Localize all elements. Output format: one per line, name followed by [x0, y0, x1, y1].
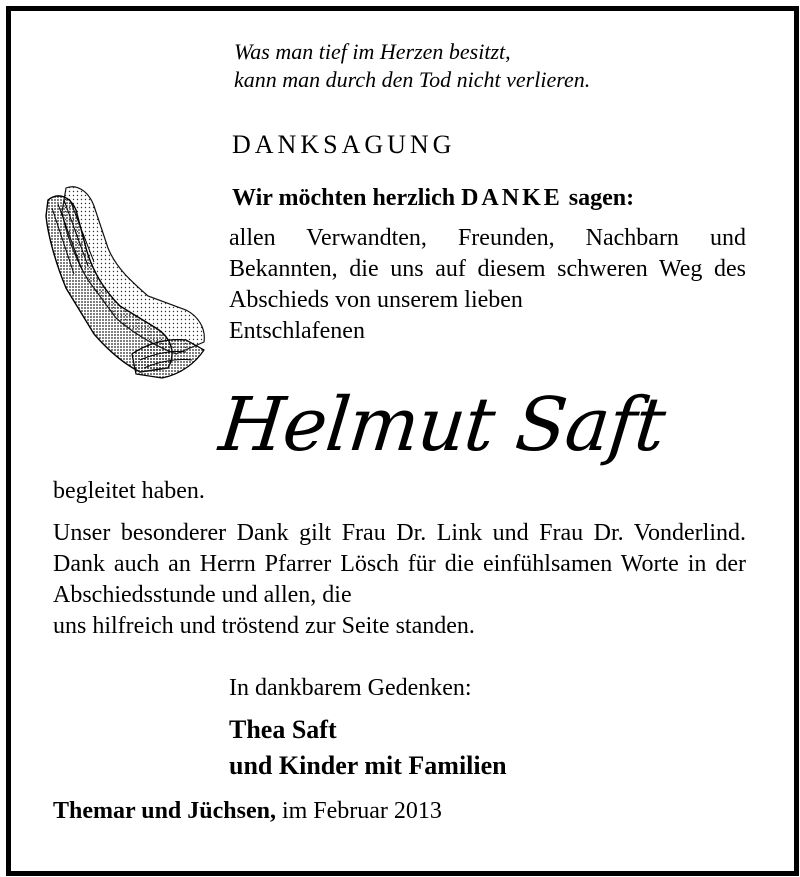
- deceased-name: Helmut Saft: [215, 382, 669, 468]
- thanks-headline: [232, 185, 634, 212]
- motto-line-2: kann man durch den Tod nicht verlieren.: [234, 67, 591, 92]
- special-thanks-last: uns hilfreich und tröstend zur Seite standen.: [53, 613, 475, 639]
- page-title: DANKSAGUNG: [232, 130, 456, 159]
- special-thanks-text: Unser besonderer Dank gilt Frau Dr. Link und Frau Dr. Vonderlind. Dank auch an Herrn Pfarrer Lösch für die einfühlsamen Worte in der Abschiedsstunde und allen, die: [53, 520, 746, 608]
- date-text: im Februar 2013: [275, 798, 442, 824]
- motto-line-1: Was man tief im Herzen besitzt,: [234, 39, 511, 64]
- special-thanks: [53, 518, 746, 642]
- thanks-body-last: Entschlafenen: [229, 318, 365, 344]
- place-date: [53, 798, 442, 825]
- signer-line-2: und Kinder mit Familien: [229, 751, 507, 780]
- praying-hands-icon: [36, 178, 214, 380]
- thanks-prefix: Wir möchten herzlich: [232, 185, 462, 211]
- motto-quote: [234, 38, 590, 94]
- place-name: Themar und Jüchsen,: [53, 798, 276, 824]
- signer-line-1: Thea Saft: [229, 715, 337, 744]
- signers: [229, 712, 507, 784]
- accompanied-text: begleitet haben.: [53, 478, 205, 504]
- thanks-body-text: allen Verwandten, Freunden, Nachbarn und Bekannten, die uns auf diesem schweren Weg des Abschieds von unserem lieben: [229, 225, 746, 313]
- thanks-emphasis: DANKE: [461, 185, 563, 211]
- thanks-suffix: sagen:: [562, 185, 635, 211]
- thanks-body: [229, 223, 746, 347]
- memory-line: In dankbarem Gedenken:: [229, 675, 472, 701]
